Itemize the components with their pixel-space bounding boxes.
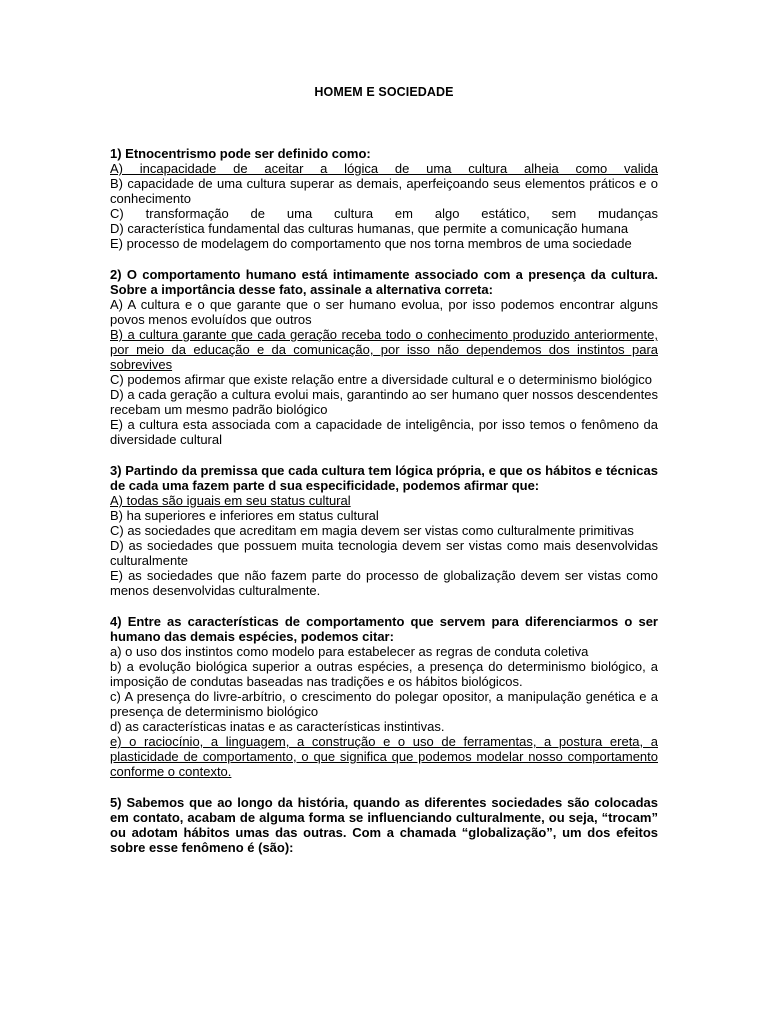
question-2 [110, 267, 658, 447]
question-4 [110, 614, 658, 779]
question-4-option-e: e) o raciocínio, a linguagem, a construção e o uso de ferramentas, a postura ereta, a plasticidade de comportamento, o que significa que podemos modelar nosso comportamento conforme o contexto. [110, 734, 658, 779]
question-1-option-b: B) capacidade de uma cultura superar as demais, aperfeiçoando seus elementos práticos e o conhecimento [110, 176, 658, 206]
question-2-option-b: B) a cultura garante que cada geração receba todo o conhecimento produzido anteriormente, por meio da educação e da comunicação, por isso não dependemos dos instintos para sobrevives [110, 327, 658, 372]
question-1-option-e: E) processo de modelagem do comportamento que nos torna membros de uma sociedade [110, 236, 632, 251]
question-1-option-c: C) transformação de uma cultura em algo estático, sem mudanças [110, 206, 658, 221]
question-3-option-b: B) ha superiores e inferiores em status cultural [110, 508, 379, 523]
question-5 [110, 795, 658, 855]
questions-list [110, 146, 658, 871]
question-3-option-a: A) todas são iguais em seu status cultural [110, 493, 351, 508]
question-4-option-a: a) o uso dos instintos como modelo para estabelecer as regras de conduta coletiva [110, 644, 589, 659]
question-3-option-d: D) as sociedades que possuem muita tecnologia devem ser vistas como mais desenvolvidas culturalmente [110, 538, 658, 568]
document-title: HOMEM E SOCIEDADE [314, 85, 454, 99]
question-4-option-c: c) A presença do livre-arbítrio, o crescimento do polegar opositor, a manipulação genética e a presença de determinismo biológico [110, 689, 658, 719]
question-4-text: 4) Entre as características de comportamento que servem para diferenciarmos o ser humano das demais espécies, podemos citar: [110, 614, 658, 644]
question-1 [110, 146, 658, 251]
question-2-option-e: E) a cultura esta associada com a capacidade de inteligência, por isso temos o fenômeno da diversidade cultural [110, 417, 658, 447]
question-4-option-d: d) as características inatas e as características instintivas. [110, 719, 445, 734]
question-2-option-c: C) podemos afirmar que existe relação entre a diversidade cultural e o determinismo biológico [110, 372, 652, 387]
question-3-text: 3) Partindo da premissa que cada cultura tem lógica própria, e que os hábitos e técnicas de cada uma fazem parte d sua especificidade, podemos afirmar que: [110, 463, 658, 493]
question-1-option-a: A) incapacidade de aceitar a lógica de uma cultura alheia como valida [110, 161, 658, 176]
question-2-option-a: A) A cultura e o que garante que o ser humano evolua, por isso podemos encontrar alguns povos menos evoluídos que outros [110, 297, 658, 327]
question-5-text: 5) Sabemos que ao longo da história, quando as diferentes sociedades são colocadas em contato, acabam de alguma forma se influenciando culturalmente, ou seja, “trocam” ou adotam hábitos umas das outras. Com a chamada “globalização”, um dos efeitos sobre esse fenômeno é (são): [110, 795, 658, 855]
question-3-option-e: E) as sociedades que não fazem parte do processo de globalização devem ser vistas como menos desenvolvidas culturalmente. [110, 568, 658, 598]
question-3 [110, 463, 658, 598]
question-1-text: 1) Etnocentrismo pode ser definido como: [110, 146, 371, 161]
question-2-option-d: D) a cada geração a cultura evolui mais, garantindo ao ser humano quer nossos descendentes recebam um mesmo padrão biológico [110, 387, 658, 417]
question-3-option-c: C) as sociedades que acreditam em magia devem ser vistas como culturalmente primitivas [110, 523, 634, 538]
question-2-text: 2) O comportamento humano está intimamente associado com a presença da cultura. Sobre a importância desse fato, assinale a alternativa correta: [110, 267, 658, 297]
question-1-option-d: D) característica fundamental das culturas humanas, que permite a comunicação humana [110, 221, 629, 236]
question-4-option-b: b) a evolução biológica superior a outras espécies, a presença do determinismo biológico, a imposição de condutas baseadas nas tradições e os hábitos biológicos. [110, 659, 658, 689]
